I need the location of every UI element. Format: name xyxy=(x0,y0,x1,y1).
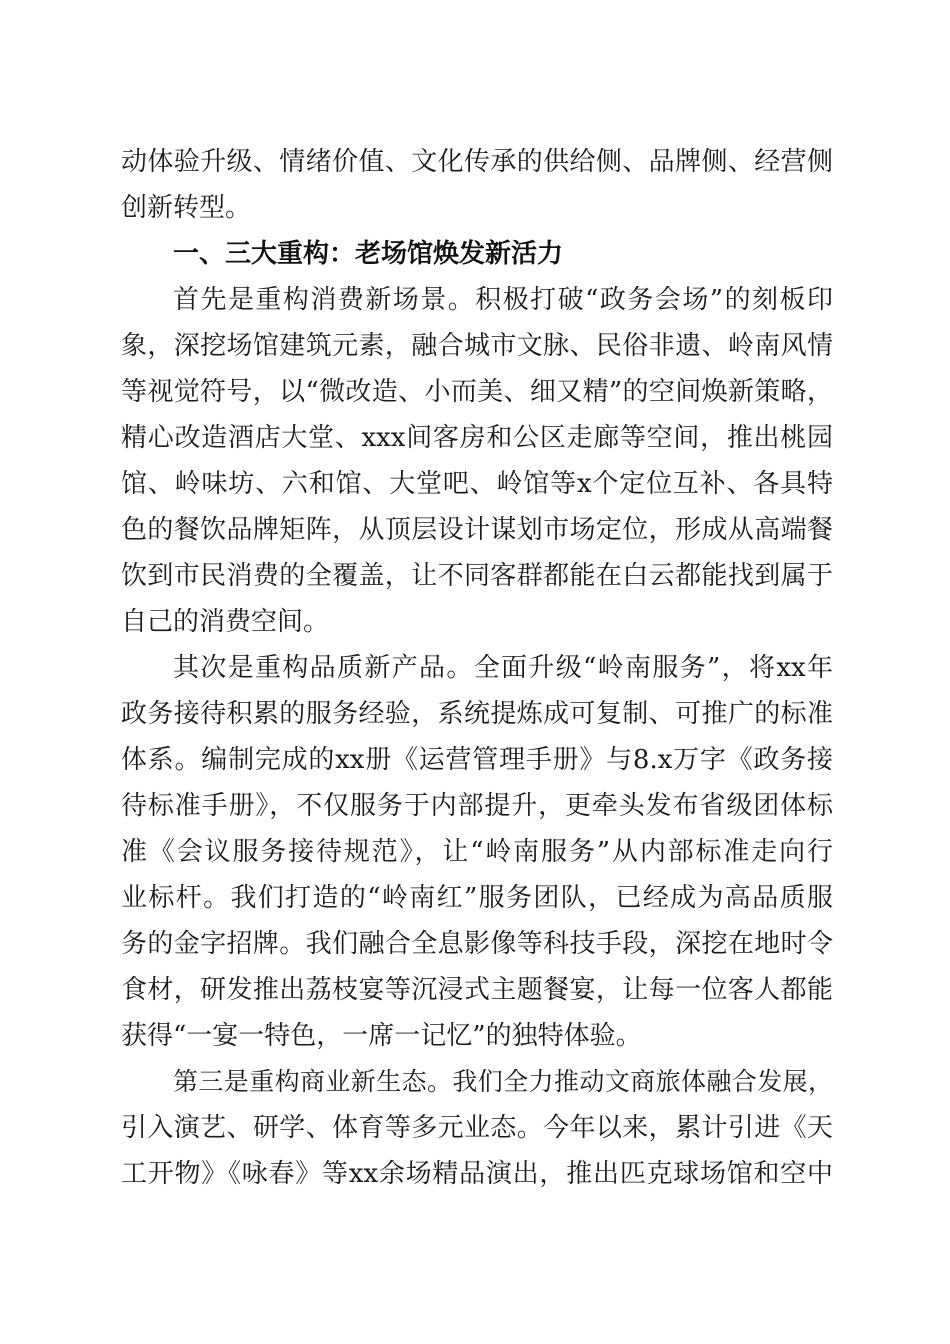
paragraph-2-line: 体系。编制完成的xx册《运营管理手册》与8.x万字《政务接 xyxy=(121,745,833,775)
body-text-line: 创新转型。 xyxy=(121,193,252,223)
paragraph-2-line: 其次是重构品质新产品。全面升级“岭南服务”，将xx年 xyxy=(173,653,833,683)
paragraph-2-line: 务的金字招牌。我们融合全息影像等科技手段，深挖在地时令 xyxy=(121,929,833,959)
paragraph-2-line: 获得“一宴一特色，一席一记忆”的独特体验。 xyxy=(121,1021,642,1051)
paragraph-3-line: 引入演艺、研学、体育等多元业态。今年以来，累计引进《天 xyxy=(121,1113,833,1143)
paragraph-1-line: 象，深挖场馆建筑元素，融合城市文脉、民俗非遗、岭南风情 xyxy=(121,331,833,361)
paragraph-1-line: 首先是重构消费新场景。积极打破“政务会场”的刻板印 xyxy=(173,285,833,315)
paragraph-2-line: 待标准手册》，不仅服务于内部提升，更牵头发布省级团体标 xyxy=(121,791,833,821)
paragraph-2-line: 食材，研发推出荔枝宴等沉浸式主题餐宴，让每一位客人都能 xyxy=(121,975,833,1005)
paragraph-3-line: 工开物》《咏春》等xx余场精品演出，推出匹克球场馆和空中 xyxy=(121,1159,833,1189)
paragraph-1-line: 色的餐饮品牌矩阵，从顶层设计谋划市场定位，形成从高端餐 xyxy=(121,515,833,545)
body-text-line: 动体验升级、情绪价值、文化传承的供给侧、品牌侧、经营侧 xyxy=(121,147,833,177)
paragraph-1-line: 馆、岭味坊、六和馆、大堂吧、岭馆等x个定位互补、各具特 xyxy=(121,469,833,499)
paragraph-1-line: 等视觉符号，以“微改造、小而美、细又精”的空间焕新策略， xyxy=(121,377,833,407)
paragraph-1-line: 饮到市民消费的全覆盖，让不同客群都能在白云都能找到属于 xyxy=(121,561,833,591)
section-heading: 一、三大重构：老场馆焕发新活力 xyxy=(173,239,564,269)
paragraph-2-line: 政务接待积累的服务经验，系统提炼成可复制、可推广的标准 xyxy=(121,699,833,729)
paragraph-3-line: 第三是重构商业新生态。我们全力推动文商旅体融合发展， xyxy=(173,1067,833,1096)
paragraph-2-line: 准《会议服务接待规范》，让“岭南服务”从内部标准走向行 xyxy=(121,837,833,867)
paragraph-2-line: 业标杆。我们打造的“岭南红”服务团队，已经成为高品质服 xyxy=(121,883,833,913)
paragraph-1-line: 精心改造酒店大堂、xxx间客房和公区走廊等空间，推出桃园 xyxy=(121,423,833,453)
paragraph-1-line: 自己的消费空间。 xyxy=(121,607,330,637)
